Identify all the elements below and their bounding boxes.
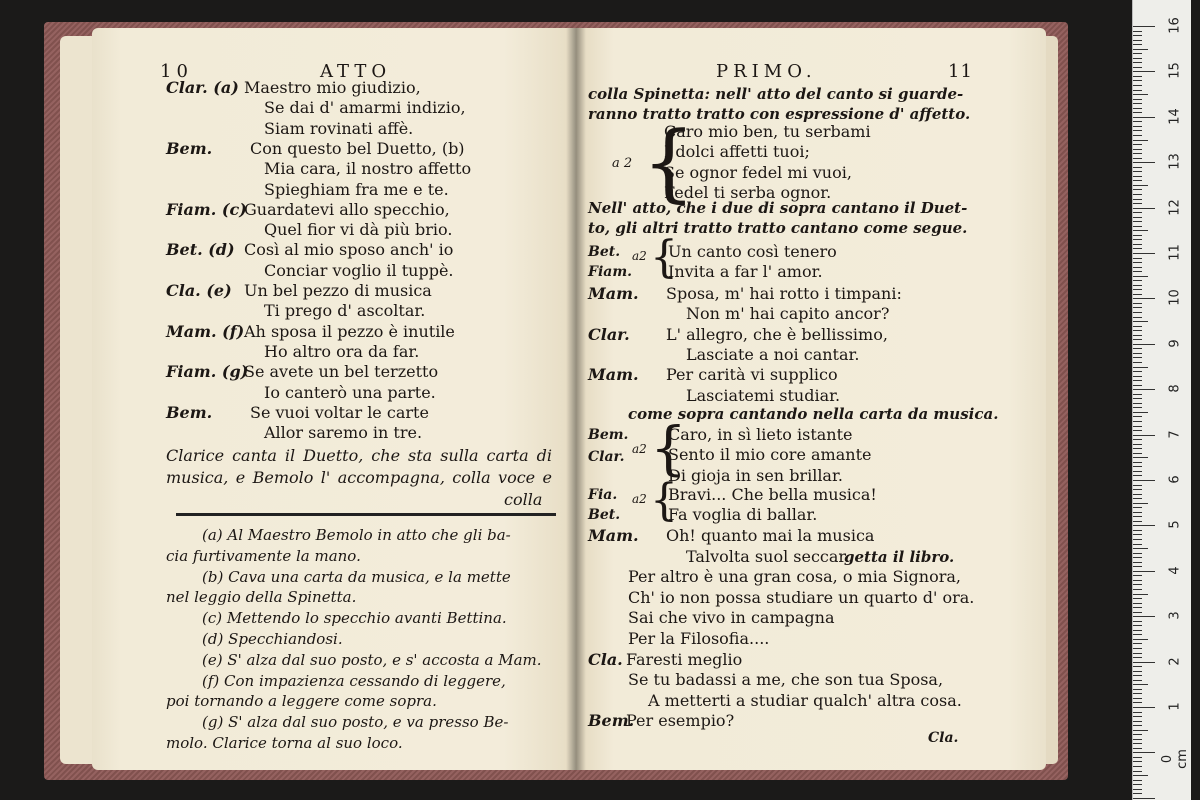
footnote-line: (g) S' alza dal suo posto, e va presso Be- bbox=[202, 713, 509, 732]
ruler-tick bbox=[1133, 725, 1142, 726]
ruler-tick bbox=[1133, 739, 1142, 740]
ruler-tick bbox=[1133, 62, 1142, 63]
ruler-tick bbox=[1133, 430, 1142, 431]
ruler-tick bbox=[1133, 307, 1142, 308]
stage-direction-line: Clarice canta il Duetto, che sta sulla carta di bbox=[166, 446, 552, 465]
ruler-tick bbox=[1133, 126, 1142, 127]
ruler-tick bbox=[1133, 317, 1142, 318]
catchword: Cla. bbox=[928, 730, 959, 746]
ruler-tick bbox=[1133, 761, 1142, 762]
ruler-tick bbox=[1133, 226, 1142, 227]
ruler-tick bbox=[1133, 598, 1142, 599]
ruler-tick bbox=[1133, 721, 1142, 722]
ruler-tick bbox=[1133, 521, 1142, 522]
ruler-tick bbox=[1133, 589, 1142, 590]
ruler-tick bbox=[1133, 153, 1142, 154]
ruler-tick bbox=[1133, 562, 1142, 563]
ruler-label: 11 bbox=[1167, 244, 1183, 261]
ruler-tick bbox=[1133, 339, 1142, 340]
verse-line: Sai che vivo in campagna bbox=[628, 608, 835, 628]
ruler-tick bbox=[1133, 330, 1142, 331]
verse-line: Se vuoi voltar le carte bbox=[250, 402, 429, 422]
ruler-tick bbox=[1133, 285, 1142, 286]
brace: { bbox=[650, 475, 678, 526]
page-edges-right bbox=[1044, 36, 1058, 764]
duet-line: I dolci affetti tuoi; bbox=[664, 142, 810, 162]
ruler-tick bbox=[1133, 439, 1142, 440]
verse-line: Faresti meglio bbox=[626, 649, 743, 669]
ruler-tick bbox=[1133, 548, 1148, 549]
footnote-line: poi tornando a leggere come sopra. bbox=[166, 692, 437, 711]
footnote-line: (a) Al Maestro Bemolo in atto che gli ba- bbox=[202, 526, 511, 544]
ruler-tick bbox=[1133, 426, 1142, 427]
ruler-tick bbox=[1133, 516, 1142, 517]
footnote-line: (b) Cava una carta da musica, e la mette bbox=[202, 567, 511, 586]
ruler-tick bbox=[1133, 485, 1142, 486]
ruler-tick bbox=[1133, 766, 1142, 767]
stage-direction-inline: getta il libro. bbox=[844, 547, 955, 566]
ruler-label: 7 bbox=[1167, 429, 1183, 439]
speaker-label: Clar. bbox=[588, 324, 630, 344]
ruler-tick bbox=[1133, 680, 1142, 681]
verse-line: Se tu badassi a me, che son tua Sposa, bbox=[628, 670, 944, 690]
ruler-tick bbox=[1133, 625, 1142, 626]
verse-line: Caro, in sì lieto istante bbox=[668, 425, 853, 444]
ruler-tick bbox=[1133, 648, 1142, 649]
verse-line: Per carità vi supplico bbox=[666, 365, 838, 385]
verse-line: Non m' hai capito ancor? bbox=[686, 304, 890, 324]
ruler-tick bbox=[1133, 607, 1142, 608]
duet-line: Fedel ti serba ognor. bbox=[664, 182, 832, 202]
ruler-tick bbox=[1133, 466, 1142, 467]
ruler-tick bbox=[1133, 435, 1155, 436]
ruler-tick bbox=[1133, 394, 1142, 395]
ruler-tick bbox=[1133, 149, 1142, 150]
ruler-label: 2 bbox=[1167, 656, 1183, 666]
ruler-tick bbox=[1133, 684, 1148, 685]
ruler-tick bbox=[1133, 35, 1142, 36]
ruler-tick bbox=[1133, 108, 1142, 109]
ruler-label: 6 bbox=[1167, 475, 1183, 484]
ruler-tick bbox=[1133, 716, 1142, 717]
verse-line: Ch' io non possa studiare un quarto d' ora. bbox=[628, 587, 975, 607]
footnote-line: (c) Mettendo lo specchio avanti Bettina. bbox=[202, 609, 507, 628]
speaker-label: Clar. bbox=[588, 449, 625, 465]
page-number: 10 bbox=[160, 61, 193, 82]
verse-line: Ho altro ora da far. bbox=[264, 341, 420, 361]
ruler-tick bbox=[1133, 634, 1142, 635]
speaker-label: Mam. (f) bbox=[166, 321, 245, 341]
footnote-line: (e) S' alza dal suo posto, e s' accosta a Mam. bbox=[202, 650, 542, 669]
ruler-tick bbox=[1133, 258, 1142, 259]
ruler-tick bbox=[1133, 31, 1142, 32]
ruler-tick bbox=[1133, 348, 1142, 349]
duet-line: Caro mio ben, tu serbami bbox=[664, 122, 871, 141]
ruler-tick bbox=[1133, 176, 1142, 177]
verse-line: Se dai d' amarmi indizio, bbox=[264, 98, 466, 118]
ruler-tick bbox=[1133, 453, 1142, 454]
ruler-tick bbox=[1133, 398, 1142, 399]
ruler-tick bbox=[1133, 58, 1142, 59]
ruler-tick bbox=[1133, 571, 1155, 572]
ruler-tick bbox=[1133, 702, 1142, 703]
ruler-tick bbox=[1133, 471, 1142, 472]
speaker-label: Mam. bbox=[588, 365, 639, 385]
ruler-tick bbox=[1133, 362, 1142, 363]
ruler-tick bbox=[1133, 630, 1142, 631]
ruler-label: 16 bbox=[1167, 17, 1183, 34]
ruler-tick bbox=[1133, 639, 1148, 640]
ruler-tick bbox=[1133, 321, 1148, 322]
ruler-tick bbox=[1133, 584, 1142, 585]
ruler-tick bbox=[1133, 371, 1142, 372]
ruler-tick bbox=[1133, 512, 1142, 513]
ruler-tick bbox=[1133, 380, 1142, 381]
ruler-tick bbox=[1133, 344, 1155, 345]
ruler-tick bbox=[1133, 707, 1155, 708]
ruler-tick bbox=[1133, 693, 1142, 694]
ruler-tick bbox=[1133, 185, 1148, 186]
ruler-tick bbox=[1133, 49, 1148, 50]
verse-line: Quel fior vi dà più brio. bbox=[264, 220, 453, 240]
ruler-label: 9 bbox=[1167, 339, 1183, 348]
ruler-tick bbox=[1133, 489, 1142, 490]
ruler-tick bbox=[1133, 780, 1142, 781]
ruler-tick bbox=[1133, 203, 1142, 204]
verse-line: Lasciatemi studiar. bbox=[686, 385, 841, 405]
ruler-label: 4 bbox=[1167, 566, 1183, 575]
ruler-tick bbox=[1133, 798, 1155, 799]
verse-line: Ti prego d' ascoltar. bbox=[264, 301, 426, 321]
verse-line: Allor saremo in tre. bbox=[264, 423, 423, 443]
ruler-tick bbox=[1133, 784, 1142, 785]
footnote-line: (d) Specchiandosi. bbox=[202, 630, 343, 648]
ruler-tick bbox=[1133, 480, 1155, 481]
footnote-line: cia furtivamente la mano. bbox=[166, 546, 361, 565]
verse-line: L' allegro, che è bellissimo, bbox=[666, 324, 888, 344]
ruler-tick bbox=[1133, 789, 1142, 790]
verse-line: Sposa, m' hai rotto i timpani: bbox=[666, 284, 902, 303]
verse-line: Per altro è una gran cosa, o mia Signora, bbox=[628, 567, 961, 587]
verse-line: Per esempio? bbox=[626, 711, 735, 731]
duet-line: Se ognor fedel mi vuoi, bbox=[664, 162, 852, 182]
left-page bbox=[92, 28, 576, 770]
brace: { bbox=[650, 414, 687, 482]
verse-line: Di gioja in sen brillar. bbox=[668, 465, 843, 485]
ruler-tick bbox=[1133, 103, 1142, 104]
verse-line: Per la Filosofia.... bbox=[628, 629, 770, 648]
a2-label: a2 bbox=[632, 249, 647, 263]
ruler-tick bbox=[1133, 575, 1142, 576]
ruler-tick bbox=[1133, 85, 1142, 86]
ruler-tick bbox=[1133, 140, 1148, 141]
ruler-tick bbox=[1133, 757, 1142, 758]
ruler-tick bbox=[1133, 698, 1142, 699]
verse-line: Fa voglia di ballar. bbox=[668, 505, 818, 525]
ruler-tick bbox=[1133, 189, 1142, 190]
a2-label: a2 bbox=[632, 442, 647, 456]
ruler-tick bbox=[1133, 675, 1142, 676]
ruler-tick bbox=[1133, 162, 1155, 163]
ruler-tick bbox=[1133, 403, 1142, 404]
ruler-tick bbox=[1133, 376, 1142, 377]
ruler-tick bbox=[1133, 385, 1142, 386]
ruler-tick bbox=[1133, 407, 1142, 408]
ruler-tick bbox=[1133, 525, 1155, 526]
ruler-tick bbox=[1133, 53, 1142, 54]
ruler-tick bbox=[1133, 335, 1142, 336]
speaker-label: Mam. bbox=[588, 284, 639, 303]
ruler-label: 5 bbox=[1167, 520, 1183, 530]
ruler-label: 15 bbox=[1167, 62, 1183, 80]
ruler-tick bbox=[1133, 557, 1142, 558]
ruler-tick bbox=[1133, 303, 1142, 304]
verse-line: Siam rovinati affè. bbox=[264, 118, 414, 138]
ruler-tick bbox=[1133, 603, 1142, 604]
ruler-tick bbox=[1133, 503, 1148, 504]
page-number: 11 bbox=[948, 61, 973, 82]
verse-line: A metterti a studiar qualch' altra cosa. bbox=[648, 690, 962, 710]
ruler-tick bbox=[1133, 498, 1142, 499]
right-page bbox=[576, 28, 1046, 770]
verse-line: Mia cara, il nostro affetto bbox=[264, 159, 472, 179]
ruler-label: 1 bbox=[1167, 702, 1183, 711]
verse-line: Un bel pezzo di musica bbox=[244, 281, 432, 300]
ruler-tick bbox=[1133, 326, 1142, 327]
speaker-label: Fiam. (g) bbox=[166, 362, 249, 382]
ruler-tick bbox=[1133, 534, 1142, 535]
stage-direction-line: ranno tratto tratto con espressione d' affetto. bbox=[588, 105, 971, 123]
ruler-label: 0 cm bbox=[1160, 749, 1190, 770]
ruler-label: 10 bbox=[1167, 289, 1183, 307]
speaker-label: Bem. bbox=[166, 402, 213, 422]
ruler-tick bbox=[1133, 689, 1142, 690]
stage-direction-line: Nell' atto, che i due di sopra cantano il Duet- bbox=[588, 199, 968, 217]
verse-line: Maestro mio giudizio, bbox=[244, 78, 421, 97]
verse-line: Lasciate a noi cantar. bbox=[686, 344, 860, 364]
stage-direction-line: colla Spinetta: nell' atto del canto si guarde- bbox=[588, 85, 964, 103]
ruler-tick bbox=[1133, 235, 1142, 236]
ruler-tick bbox=[1133, 662, 1155, 663]
ruler-tick bbox=[1133, 40, 1142, 41]
ruler-tick bbox=[1133, 117, 1155, 118]
ruler-tick bbox=[1133, 99, 1142, 100]
ruler-tick bbox=[1133, 712, 1142, 713]
ruler-tick bbox=[1133, 566, 1142, 567]
ruler-tick bbox=[1133, 421, 1142, 422]
speaker-label: Fiam. bbox=[588, 264, 633, 280]
ruler-tick bbox=[1133, 121, 1142, 122]
ruler-tick bbox=[1133, 212, 1142, 213]
ruler-tick bbox=[1133, 353, 1142, 354]
footnote-line: molo. Clarice torna al suo loco. bbox=[166, 734, 403, 752]
duet-brace: { bbox=[642, 113, 696, 211]
ruler-tick bbox=[1133, 462, 1142, 463]
ruler-tick bbox=[1133, 194, 1142, 195]
footnote-line: (f) Con impazienza cessando di leggere, bbox=[202, 671, 506, 690]
verse-line: Ah sposa il pezzo è inutile bbox=[244, 321, 455, 341]
ruler-tick bbox=[1133, 793, 1142, 794]
ruler-tick bbox=[1133, 412, 1148, 413]
ruler-tick bbox=[1133, 135, 1142, 136]
speaker-label: Bem. bbox=[588, 427, 629, 443]
ruler-tick bbox=[1133, 208, 1155, 209]
ruler-tick bbox=[1133, 262, 1142, 263]
speaker-label: Cla. (e) bbox=[166, 281, 232, 300]
ruler-tick bbox=[1133, 448, 1142, 449]
ruler-tick bbox=[1133, 507, 1142, 508]
ruler-tick bbox=[1133, 748, 1142, 749]
ruler-label: 12 bbox=[1167, 198, 1183, 216]
a2-label: a2 bbox=[632, 492, 647, 506]
ruler-label: 3 bbox=[1167, 611, 1183, 620]
speaker-label: Fia. bbox=[588, 487, 618, 503]
verse-line: Se avete un bel terzetto bbox=[244, 362, 439, 382]
ruler-tick bbox=[1133, 666, 1142, 667]
ruler-tick bbox=[1133, 67, 1142, 68]
ruler-label: 13 bbox=[1167, 153, 1183, 170]
ruler-tick bbox=[1133, 248, 1142, 249]
ruler-tick bbox=[1133, 130, 1142, 131]
running-head: ATTO bbox=[320, 61, 392, 82]
ruler-tick bbox=[1133, 71, 1155, 72]
stage-direction-line: musica, e Bemolo l' accompagna, colla voce e bbox=[166, 468, 552, 487]
ruler-tick bbox=[1133, 643, 1142, 644]
ruler-tick bbox=[1133, 158, 1142, 159]
ruler-tick bbox=[1133, 289, 1142, 290]
ruler-label: 8 bbox=[1167, 384, 1183, 393]
verse-line: Sento il mio core amante bbox=[668, 445, 872, 465]
ruler-tick bbox=[1133, 444, 1142, 445]
ruler-tick bbox=[1133, 239, 1142, 240]
verse-line: Bravi... Che bella musica! bbox=[668, 485, 877, 504]
ruler-tick bbox=[1133, 357, 1142, 358]
verse-line: Oh! quanto mai la musica bbox=[666, 526, 875, 545]
speaker-label: Mam. bbox=[588, 526, 639, 545]
ruler-tick bbox=[1133, 616, 1155, 617]
ruler-tick bbox=[1133, 594, 1148, 595]
ruler-tick bbox=[1133, 621, 1142, 622]
ruler-tick bbox=[1133, 271, 1142, 272]
ruler-tick bbox=[1133, 244, 1142, 245]
ruler-tick bbox=[1133, 280, 1142, 281]
ruler-tick bbox=[1133, 253, 1155, 254]
ruler-tick bbox=[1133, 112, 1142, 113]
ruler-tick bbox=[1133, 90, 1142, 91]
measuring-ruler bbox=[1132, 0, 1191, 800]
ruler-tick bbox=[1133, 294, 1142, 295]
footnote-line: nel leggio della Spinetta. bbox=[166, 588, 357, 607]
speaker-label: Bet. (d) bbox=[166, 240, 235, 260]
page-edges-left bbox=[60, 36, 94, 764]
speaker-label: Bet. bbox=[588, 244, 621, 260]
ruler-tick bbox=[1133, 199, 1142, 200]
brace: { bbox=[650, 232, 678, 283]
ruler-tick bbox=[1133, 230, 1148, 231]
ruler-tick bbox=[1133, 475, 1142, 476]
ruler-tick bbox=[1133, 144, 1142, 145]
ruler-tick bbox=[1133, 612, 1142, 613]
speaker-label: Bet. bbox=[588, 507, 621, 523]
ruler-tick bbox=[1133, 76, 1142, 77]
verse-line: Spieghiam fra me e te. bbox=[264, 179, 449, 199]
verse-line: Guardatevi allo specchio, bbox=[244, 199, 450, 219]
ruler-tick bbox=[1133, 539, 1142, 540]
ruler-tick bbox=[1133, 312, 1142, 313]
ruler-tick bbox=[1133, 743, 1142, 744]
ruler-tick bbox=[1133, 530, 1142, 531]
ruler-tick bbox=[1133, 26, 1155, 27]
speaker-label: Clar. (a) bbox=[166, 78, 239, 97]
book-gutter bbox=[566, 28, 586, 770]
ruler-tick bbox=[1133, 553, 1142, 554]
ruler-tick bbox=[1133, 167, 1142, 168]
ruler-tick bbox=[1133, 771, 1142, 772]
stage-direction-line: colla bbox=[504, 490, 543, 509]
ruler-tick bbox=[1133, 367, 1148, 368]
running-head: PRIMO. bbox=[716, 61, 817, 82]
ruler-tick bbox=[1133, 298, 1155, 299]
ruler-tick bbox=[1133, 657, 1142, 658]
ruler-tick bbox=[1133, 44, 1142, 45]
verse-line: Talvolta suol seccar. bbox=[686, 546, 850, 566]
ruler-tick bbox=[1133, 544, 1142, 545]
ruler-tick bbox=[1133, 416, 1142, 417]
verse-line: Invita a far l' amor. bbox=[668, 262, 823, 282]
ruler-tick bbox=[1133, 734, 1142, 735]
ruler-tick bbox=[1133, 267, 1142, 268]
ruler-tick bbox=[1133, 217, 1142, 218]
ruler-tick bbox=[1133, 171, 1142, 172]
ruler-tick bbox=[1133, 775, 1148, 776]
footnote-rule bbox=[176, 513, 556, 516]
verse-line: Conciar voglio il tuppè. bbox=[264, 260, 454, 280]
verse-line: Con questo bel Duetto, (b) bbox=[250, 138, 465, 158]
stage-direction-line: come sopra cantando nella carta da musica. bbox=[628, 405, 999, 423]
ruler-tick bbox=[1133, 276, 1148, 277]
ruler-tick bbox=[1133, 180, 1142, 181]
ruler-tick bbox=[1133, 730, 1148, 731]
verse-line: Un canto così tenero bbox=[668, 242, 837, 261]
speaker-label: Cla. bbox=[588, 649, 623, 669]
speaker-label: Bem. bbox=[588, 711, 635, 731]
stage-direction-line: to, gli altri tratto tratto cantano come segue. bbox=[588, 219, 968, 237]
a2-label: a 2 bbox=[612, 156, 633, 171]
ruler-tick bbox=[1133, 671, 1142, 672]
ruler-tick bbox=[1133, 752, 1155, 753]
verse-line: Così al mio sposo anch' io bbox=[244, 240, 454, 260]
speaker-label: Bem. bbox=[166, 138, 213, 158]
verse-line: Io canterò una parte. bbox=[264, 382, 436, 402]
ruler-tick bbox=[1133, 580, 1142, 581]
ruler-tick bbox=[1133, 494, 1142, 495]
ruler-tick bbox=[1133, 389, 1155, 390]
ruler-tick bbox=[1133, 457, 1148, 458]
ruler-tick bbox=[1133, 80, 1142, 81]
ruler-tick bbox=[1133, 94, 1148, 95]
ruler-tick bbox=[1133, 653, 1142, 654]
ruler-label: 14 bbox=[1167, 108, 1183, 125]
ruler-tick bbox=[1133, 221, 1142, 222]
speaker-label: Fiam. (c) bbox=[166, 199, 247, 219]
